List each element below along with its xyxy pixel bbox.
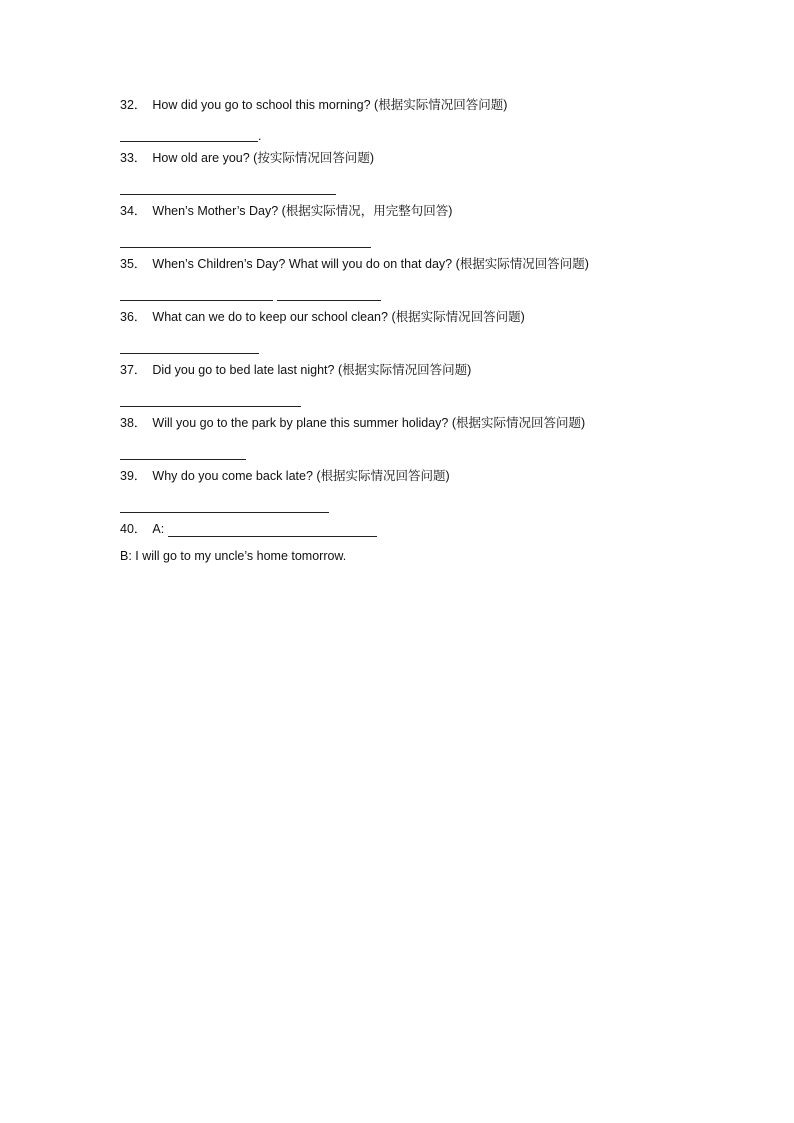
question-32 [120, 97, 507, 113]
answer-blank-36[interactable] [120, 341, 259, 354]
question-number: 33． [120, 151, 147, 165]
answer-blank-35b[interactable] [277, 288, 381, 301]
answer-row-39 [120, 495, 329, 509]
question-text: Did you go to bed late last night? (根据实际情况回答问题) [152, 363, 472, 377]
question-number: 36． [120, 310, 147, 324]
question-40 [120, 521, 377, 537]
answer-blank-38[interactable] [120, 447, 246, 460]
answer-blank-34[interactable] [120, 235, 371, 248]
question-36 [120, 309, 525, 325]
answer-blank-39[interactable] [120, 500, 329, 513]
answer-row-35 [120, 283, 381, 297]
question-number: 32． [120, 98, 147, 112]
answer-blank-35a[interactable] [120, 288, 273, 301]
question-text: When’s Mother’s Day? (根据实际情况，用完整句回答) [152, 204, 453, 218]
question-number: 38． [120, 416, 147, 430]
answer-row-36 [120, 336, 259, 350]
question-number: 37． [120, 363, 147, 377]
dialogue-b-line [120, 548, 346, 564]
question-number: 39． [120, 469, 147, 483]
answer-row-38 [120, 442, 246, 456]
question-39 [120, 468, 450, 484]
question-text: How did you go to school this morning? (根据实际情况回答问题) [152, 98, 508, 112]
question-text: Why do you come back late? (根据实际情况回答问题) [152, 469, 450, 483]
question-text: Will you go to the park by plane this summer holiday? (根据实际情况回答问题) [152, 416, 586, 430]
answer-blank-37[interactable] [120, 394, 301, 407]
answer-blank-40[interactable] [168, 523, 377, 537]
question-37 [120, 362, 471, 378]
question-33 [120, 150, 374, 166]
dialogue-b-text: B: I will go to my uncle’s home tomorrow. [120, 549, 347, 563]
question-number: 35． [120, 257, 147, 271]
answer-blank-32[interactable] [120, 129, 258, 142]
question-34 [120, 203, 452, 219]
question-text: How old are you? (按实际情况回答问题) [152, 151, 374, 165]
answer-row-37 [120, 389, 301, 403]
question-number: 40． [120, 522, 147, 536]
question-number: 34． [120, 204, 147, 218]
answer-row-32 [120, 124, 262, 143]
question-38 [120, 415, 585, 431]
answer-blank-33[interactable] [120, 182, 336, 195]
question-text: What can we do to keep our school clean? (根据实际情况回答问题) [152, 310, 525, 324]
question-35 [120, 256, 589, 272]
answer-period: . [258, 129, 262, 143]
dialogue-a-label: A: [152, 522, 165, 536]
answer-row-34 [120, 230, 371, 244]
answer-row-33 [120, 177, 336, 191]
question-text: When’s Children’s Day? What will you do on that day? (根据实际情况回答问题) [152, 257, 589, 271]
